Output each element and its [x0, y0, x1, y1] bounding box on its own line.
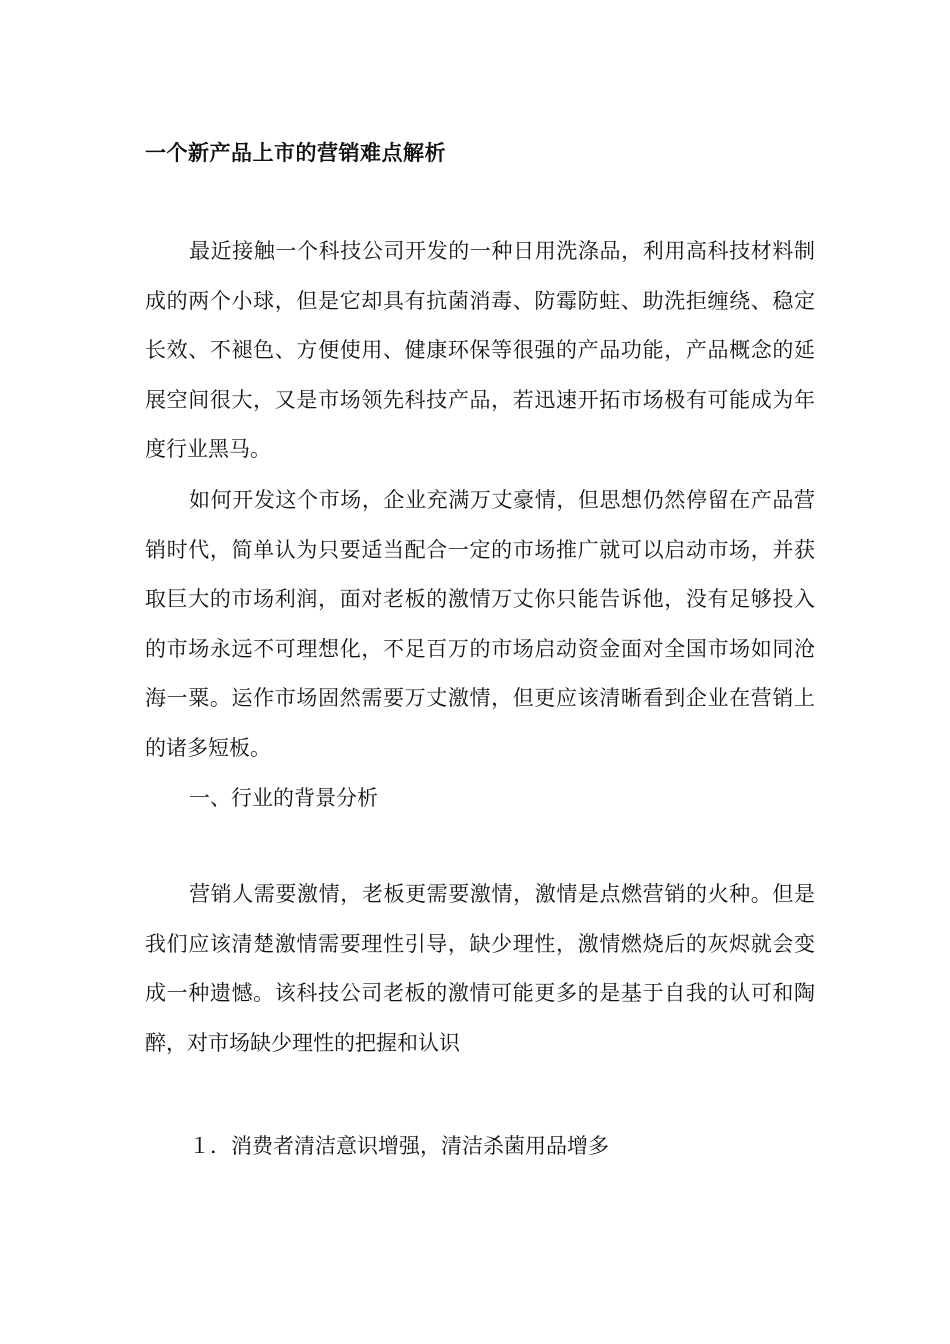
document-title: 一个新产品上市的营销难点解析: [145, 141, 446, 165]
paragraph-market-development: 如何开发这个市场，企业充满万丈豪情，但思想仍然停留在产品营销时代，简单认为只要适当配合一定的市场推广就可以启动市场，并获取巨大的市场利润，面对老板的激情万丈你只能告诉他，没有足够投入的市场永远不可理想化，不足百万的市场启动资金面对全国市场如同沧海一粟。运作市场固然需要万丈激情，但更应该清晰看到企业在营销上的诸多短板。: [145, 488, 815, 760]
section-heading-industry-background: 一、行业的背景分析: [189, 786, 378, 810]
paragraph-passion: 营销人需要激情，老板更需要激情，激情是点燃营销的火种。但是我们应该清楚激情需要理性引导，缺少理性，激情燃烧后的灰烬就会变成一种遗憾。该科技公司老板的激情可能更多的是基于自我的认可和陶醉，对市场缺少理性的把握和认识: [145, 882, 815, 1055]
subsection-heading-consumer-awareness: １．消费者清洁意识增强，清洁杀菌用品增多: [189, 1134, 609, 1158]
paragraph-intro: 最近接触一个科技公司开发的一种日用洗涤品，利用高科技材料制成的两个小球，但是它却具有抗菌消毒、防霉防蛀、助洗拒缠绕、稳定长效、不褪色、方便使用、健康环保等很强的产品功能，产品概念的延展空间很大，又是市场领先科技产品，若迅速开拓市场极有可能成为年度行业黑马。: [145, 239, 815, 461]
